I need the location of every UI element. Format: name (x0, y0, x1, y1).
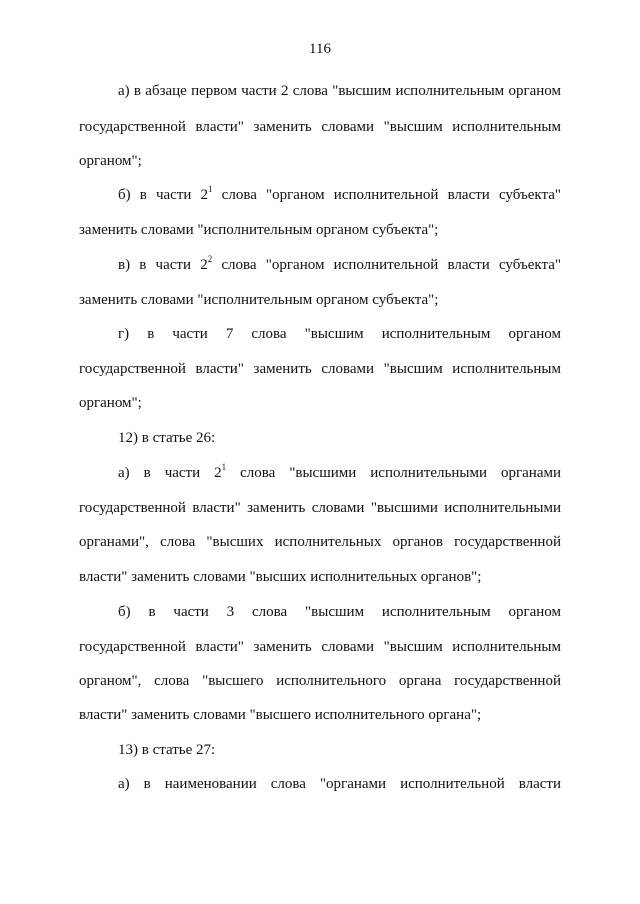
text-fragment: б) в части 2 (118, 187, 209, 203)
text-line: органом", слова "высшего исполнительного органа государственной (79, 673, 561, 689)
text-line: власти" заменить словами "высших исполнительных органов"; (79, 569, 482, 585)
text-line: заменить словами "исполнительным органом субъекта"; (79, 222, 439, 238)
text-line (118, 464, 561, 482)
text-fragment: а) в части 2 (118, 465, 222, 481)
text-line: органами", слова "высших исполнительных органов государственной (79, 534, 561, 550)
text-fragment: слова "высшими исполнительными органами (226, 465, 561, 481)
superscript: 1 (208, 184, 213, 194)
text-line: заменить словами "исполнительным органом субъекта"; (79, 292, 439, 308)
text-line: государственной власти" заменить словами "высшим исполнительным (79, 639, 561, 655)
text-fragment: в) в части 2 (118, 257, 208, 273)
text-line: государственной власти" заменить словами "высшими исполнительными (79, 500, 561, 516)
text-line: 13) в статье 27: (118, 742, 216, 758)
text-line: власти" заменить словами "высшего исполнительного органа"; (79, 707, 482, 723)
page-number: 116 (309, 41, 331, 57)
superscript: 2 (207, 254, 213, 264)
text-line: государственной власти" заменить словами "высшим исполнительным (79, 119, 561, 135)
text-line (118, 186, 561, 204)
text-fragment: слова "органом исполнительной власти субъекта" (212, 257, 562, 273)
text-line (118, 256, 561, 274)
text-line: а) в абзаце первом части 2 слова "высшим исполнительным органом (118, 83, 561, 99)
text-line: 12) в статье 26: (118, 430, 216, 446)
text-line: а) в наименовании слова "органами исполнительной власти (118, 776, 561, 792)
text-line: органом"; (79, 395, 142, 411)
text-line: государственной власти" заменить словами "высшим исполнительным (79, 361, 561, 377)
text-line: органом"; (79, 153, 142, 169)
superscript: 1 (221, 462, 227, 472)
text-line: б) в части 3 слова "высшим исполнительным органом (118, 604, 561, 620)
text-line: г) в части 7 слова "высшим исполнительным органом (118, 326, 561, 342)
text-fragment: слова "органом исполнительной власти субъекта" (212, 187, 562, 203)
